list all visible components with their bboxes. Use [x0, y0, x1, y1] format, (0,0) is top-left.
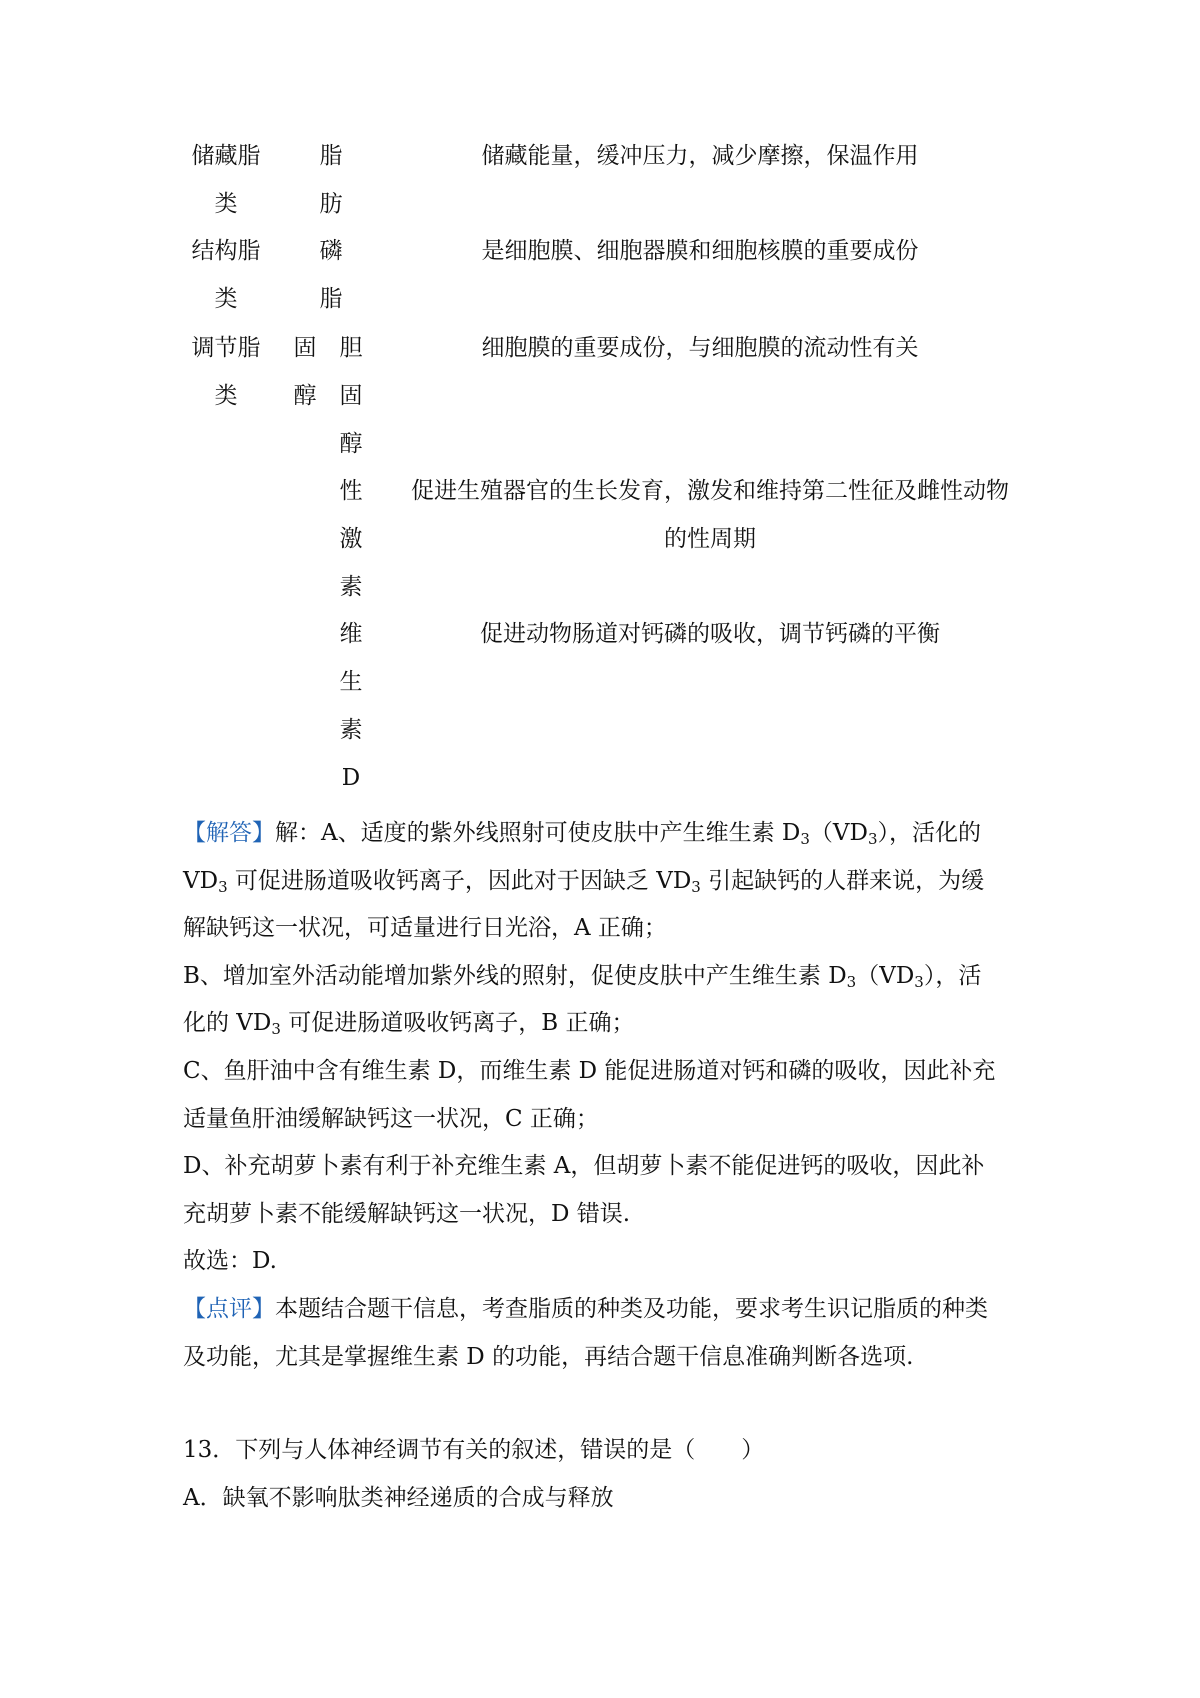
- subscript: 3: [846, 972, 857, 991]
- cell-text: 磷: [319, 238, 343, 264]
- text-run: ），活化的: [877, 820, 982, 846]
- table-cell-function: 促进动物肠道对钙磷的吸收，调节钙磷的平衡: [480, 621, 940, 647]
- table-cell-function: 储藏能量，缓冲压力，减少摩擦，保温作用: [481, 143, 919, 169]
- table-cell-category: [180, 332, 272, 412]
- text-run: （VD: [809, 820, 868, 846]
- answer-line: 故选：D.: [183, 1248, 277, 1275]
- table-cell-function: 细胞膜的重要成份，与细胞膜的流动性有关: [481, 335, 919, 361]
- cell-text: 胆: [339, 335, 363, 361]
- cell-text: 维: [339, 621, 363, 647]
- cell-text: 醇: [293, 383, 317, 409]
- cell-text: 生: [339, 669, 363, 695]
- text-run: VD: [183, 867, 219, 894]
- table-cell-subtype: [316, 140, 346, 220]
- cell-text: D: [341, 765, 361, 791]
- text-run: 解：A、适度的紫外线照射可使皮肤中产生维生素 D: [275, 820, 801, 846]
- subscript: 3: [691, 877, 701, 896]
- text-run: B、增加室外活动能增加紫外线的照射，促使皮肤中产生维生素 D: [183, 962, 847, 989]
- cell-text: 性: [339, 478, 363, 504]
- subscript: 3: [218, 877, 228, 896]
- answer-line: D、补充胡萝卜素有利于补充维生素 A，但胡萝卜素不能促进钙的吸收，因此补: [183, 1153, 985, 1180]
- question-13: [183, 1427, 1028, 1522]
- subscript: 3: [800, 830, 810, 848]
- answer-tag: 【解答】: [183, 820, 275, 846]
- answer-line: 适量鱼肝油缓解缺钙这一状况，C 正确；: [183, 1105, 599, 1132]
- table-cell-function: [380, 475, 1040, 555]
- table-cell-name: [336, 618, 366, 794]
- cell-text: 素: [339, 717, 363, 743]
- answer-line: 解缺钙这一状况，可适量进行日光浴，A 正确；: [183, 915, 667, 942]
- cell-text: 调节脂: [191, 335, 261, 361]
- table-cell-name: [336, 475, 366, 603]
- answer-line: [183, 1000, 1028, 1048]
- cell-text: 肪: [319, 191, 343, 217]
- cell-text: 固: [339, 383, 363, 409]
- table-cell-name: [336, 332, 366, 460]
- answer-line: [183, 810, 1028, 858]
- subscript: 3: [914, 972, 924, 991]
- subscript: 3: [271, 1020, 281, 1039]
- cell-text: 类: [214, 286, 238, 312]
- cell-text: 脂: [319, 143, 343, 169]
- option-a: A．缺氧不影响肽类神经递质的合成与释放: [183, 1484, 614, 1511]
- comment-line: [183, 1286, 1028, 1334]
- cell-text: 类: [214, 383, 238, 409]
- table-cell-subtype: [316, 235, 346, 315]
- text-run: ），活: [923, 962, 982, 989]
- text-run: 可促进肠道吸收钙离子，B 正确；: [280, 1010, 635, 1037]
- cell-text: 醇: [339, 431, 363, 457]
- cell-text: 素: [339, 574, 363, 600]
- answer-line: [183, 953, 1028, 1001]
- answer-line: [183, 858, 1028, 906]
- text-run: 本题结合题干信息，考查脂质的种类及功能，要求考生识记脂质的种类: [275, 1295, 988, 1322]
- cell-text: 固: [293, 335, 317, 361]
- comment-line: 及功能，尤其是掌握维生素 D 的功能，再结合题干信息准确判断各选项.: [183, 1343, 914, 1370]
- question-stem: 13．下列与人体神经调节有关的叙述，错误的是（ ）: [183, 1437, 765, 1463]
- answer-section: [183, 810, 1028, 1381]
- text-run: （VD: [856, 962, 915, 989]
- table-cell-category: [180, 235, 272, 315]
- subscript: 3: [867, 830, 878, 848]
- table-cell-category: [180, 140, 272, 220]
- table-cell-subtype: [290, 332, 320, 412]
- cell-text: 激: [339, 526, 363, 552]
- cell-text: 类: [214, 191, 238, 217]
- answer-line: 充胡萝卜素不能缓解缺钙这一状况，D 错误.: [183, 1200, 631, 1227]
- text-run: 引起缺钙的人群来说，为缓: [700, 867, 985, 894]
- cell-text: 结构脂: [191, 238, 261, 264]
- cell-text: 储藏脂: [191, 143, 261, 169]
- table-cell-function: 是细胞膜、细胞器膜和细胞核膜的重要成份: [481, 238, 919, 264]
- cell-text: 脂: [319, 286, 343, 312]
- cell-text: 促进生殖器官的生长发育，激发和维持第二性征及雌性动物: [411, 478, 1009, 504]
- cell-text: 的性周期: [664, 526, 756, 552]
- text-run: 化的 VD: [183, 1010, 272, 1037]
- answer-line: C、鱼肝油中含有维生素 D，而维生素 D 能促进肠道对钙和磷的吸收，因此补充: [183, 1057, 996, 1084]
- comment-tag: 【点评】: [183, 1295, 275, 1322]
- text-run: 可促进肠道吸收钙离子，因此对于因缺乏 VD: [227, 867, 692, 894]
